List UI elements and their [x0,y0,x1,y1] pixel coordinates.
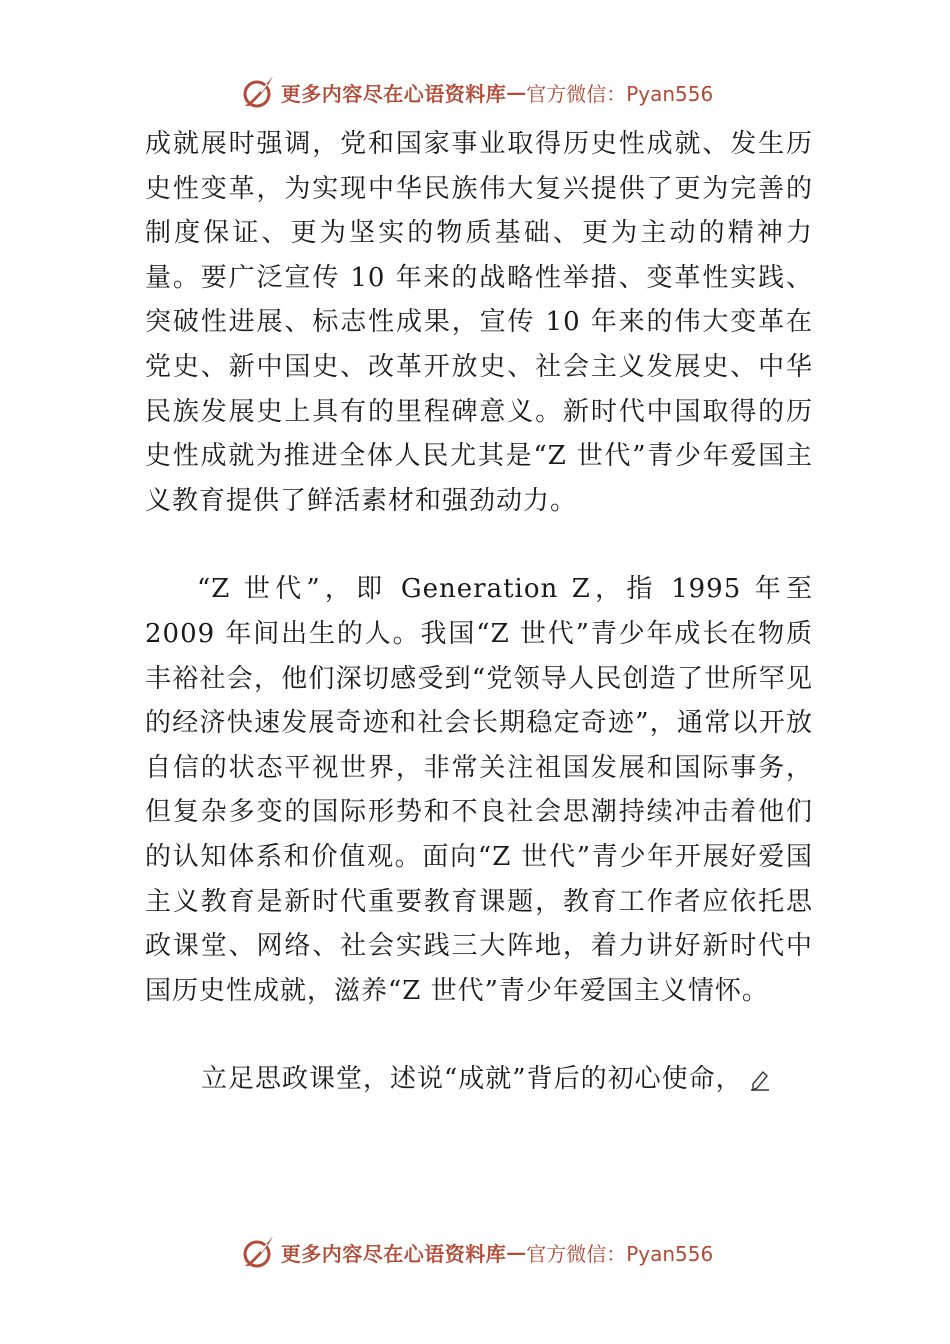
banner-separator: — [506,1240,527,1264]
paragraph-3: 立足思政课堂，述说“成就”背后的初心使命， [201,1064,743,1095]
banner-wechat: 官方微信：Pyan556 [526,81,714,106]
banner-separator: — [506,80,527,104]
feather-quill-logo-icon [237,1232,277,1272]
banner-wechat: 官方微信：Pyan556 [526,1241,714,1266]
document-body [145,122,813,1102]
header-banner [0,72,950,112]
pen-icon [749,1068,771,1092]
feather-quill-logo-icon [237,72,277,112]
paragraph-1: 成就展时强调，党和国家事业取得历史性成就、发生历史性变革，为实现中华民族伟大复兴提供了更为完善的制度保证、更为坚实的物质基础、更为主动的精神力量。要广泛宣传 10 年来的战略性举措、变革性实践、突破性进展、标志性成果，宣传 10 年来的伟大变革在党史、新中国史、改革开放史、社会主义发展史、中华民族发展史上具有的里程碑意义。新时代中国取得的历史性成就为推进全体人民尤其是“Z 世代”青少年爱国主义教育提供了鲜活素材和强劲动力。 [145,129,813,516]
paragraph-3-row [145,1057,813,1102]
banner-title: 更多内容尽在心语资料库 [280,1241,507,1266]
footer-banner [0,1232,950,1272]
banner-title: 更多内容尽在心语资料库 [280,81,507,106]
paragraph-2: “Z 世代”，即 Generation Z，指 1995 年至 2009 年间出生的人。我国“Z 世代”青少年成长在物质丰裕社会，他们深切感受到“党领导人民创造了世所罕见的经济快速发展奇迹和社会长期稳定奇迹”，通常以开放自信的状态平视世界，非常关注祖国发展和国际事务，但复杂多变的国际形势和不良社会思潮持续冲击着他们的认知体系和价值观。面向“Z 世代”青少年开展好爱国主义教育是新时代重要教育课题，教育工作者应依托思政课堂、网络、社会实践三大阵地，着力讲好新时代中国历史性成就，滋养“Z 世代”青少年爱国主义情怀。 [145,574,813,1006]
